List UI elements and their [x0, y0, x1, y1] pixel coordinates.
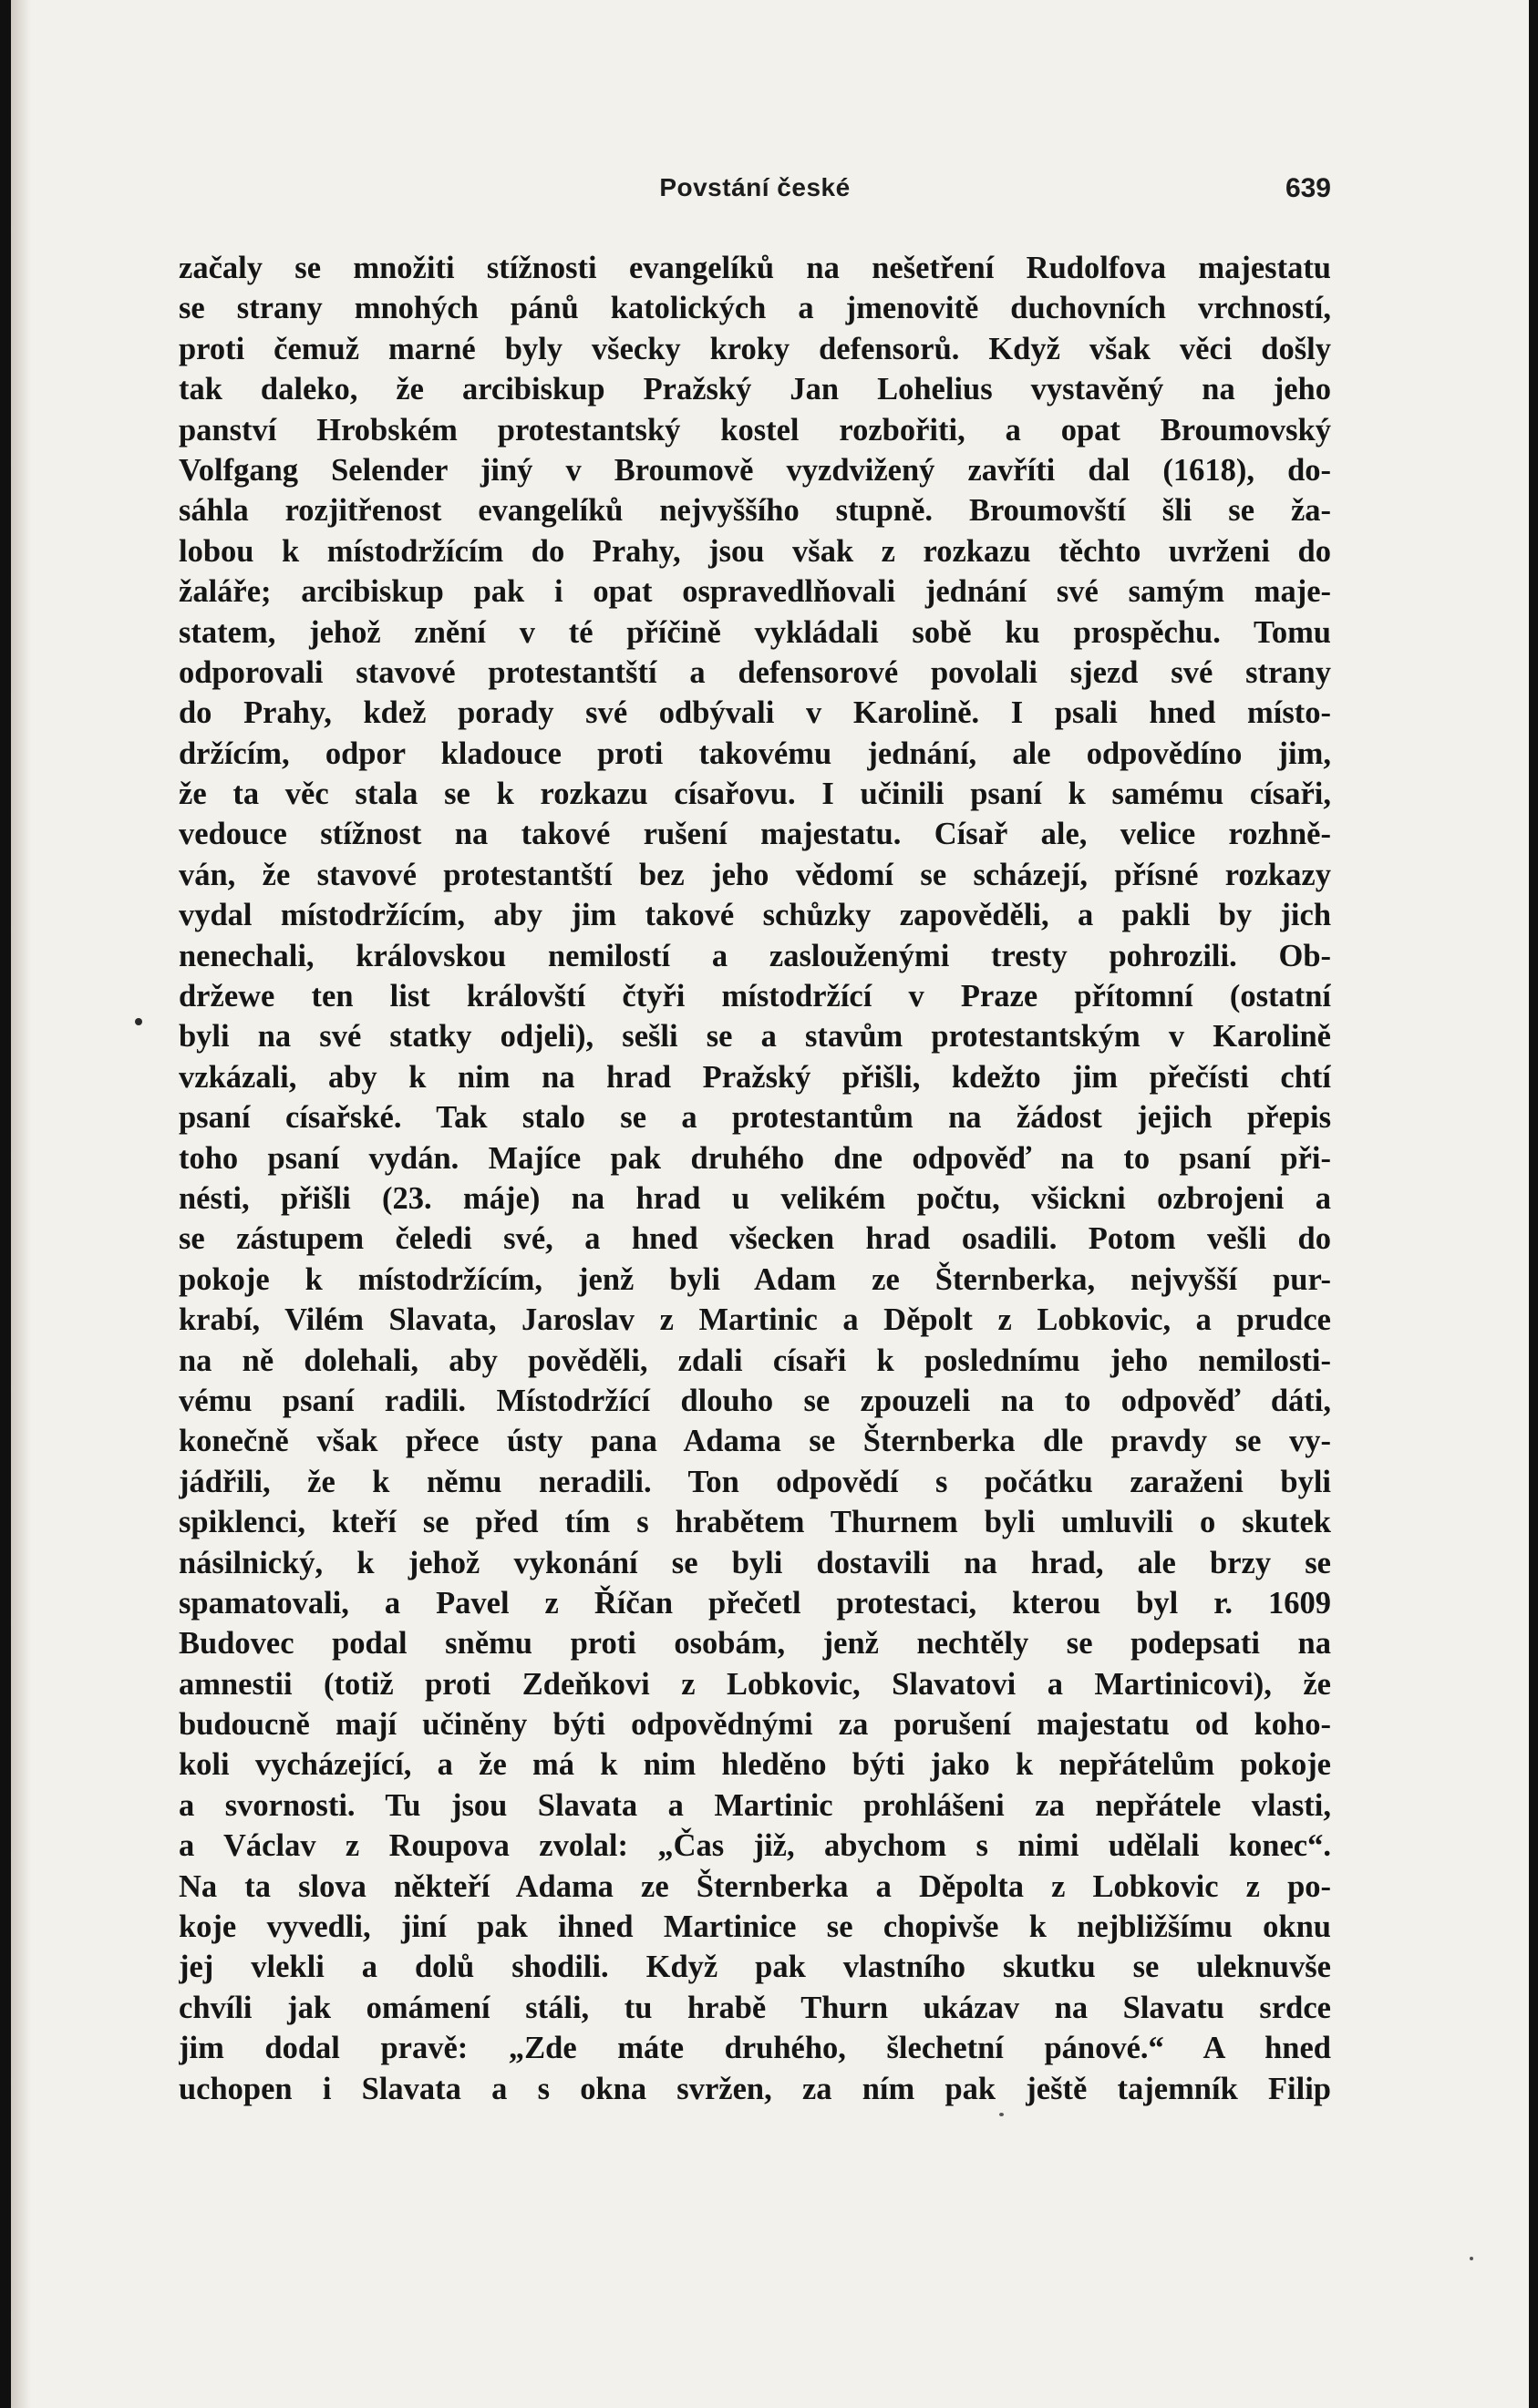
text-line: nenechali, královskou nemilostí a zaslouženými tresty pohrozili. Ob-: [179, 938, 1331, 973]
text-line: spamatovali, a Pavel z Říčan přečetl protestaci, kterou byl r. 1609: [179, 1585, 1331, 1621]
text-line: do Prahy, kdež porady své odbývali v Karolině. I psali hned místo-: [179, 695, 1331, 731]
text-line: Na ta slova někteří Adama ze Šternberka a Děpolta z Lobkovic z po-: [179, 1868, 1331, 1904]
text-line: vému psaní radili. Místodržící dlouho se zpouzeli na to odpověď dáti,: [179, 1383, 1331, 1418]
text-line: budoucně mají učiněny býti odpovědnými za porušení majestatu od koho-: [179, 1707, 1331, 1743]
text-line: uchopen i Slavata a s okna svržen, za ním pak ještě tajemník Filip: [179, 2071, 1331, 2106]
text-line: krabí, Vilém Slavata, Jaroslav z Martinic a Děpolt z Lobkovic, a prudce: [179, 1302, 1331, 1338]
body-text: [179, 248, 1331, 2109]
text-line: byli na své statky odjeli), sešli se a stavům protestantským v Karolině: [179, 1019, 1331, 1055]
text-line: a Václav z Roupova zvolal: „Čas již, abychom s nimi udělali konec“.: [179, 1828, 1331, 1864]
text-line: panství Hrobském protestantský kostel rozbořiti, a opat Broumovský: [179, 412, 1331, 448]
text-line: amnestii (totiž proti Zdeňkovi z Lobkovic, Slavatovi a Martinicovi), že: [179, 1666, 1331, 1702]
text-line: odporovali stavové protestantští a defensorové povolali sjezd své strany: [179, 654, 1331, 690]
text-line: jej vlekli a dolů shodili. Když pak vlastního skutku se uleknuvše: [179, 1950, 1331, 1985]
text-line: lobou k místodržícím do Prahy, jsou však z rozkazu těchto uvrženi do: [179, 533, 1331, 569]
page-number: 639: [1285, 173, 1331, 203]
page-header: [179, 173, 1331, 213]
paper-speck: [1470, 2257, 1473, 2260]
text-line: že ta věc stala se k rozkazu císařovu. I učinili psaní k samému císaři,: [179, 777, 1331, 812]
text-line: Volfgang Selender jiný v Broumově vyzdvižený zavříti dal (1618), do-: [179, 452, 1331, 488]
text-line: Budovec podal sněmu proti osobám, jenž nechtěly se podepsati na: [179, 1626, 1331, 1662]
text-line: jim dodal pravě: „Zde máte druhého, šlechetní pánové.“ A hned: [179, 2031, 1331, 2066]
text-line: začaly se množiti stížnosti evangelíků na nešetření Rudolfova majestatu: [179, 251, 1331, 285]
text-line: držewe ten list královští čtyři místodržící v Praze přítomní (ostatní: [179, 979, 1331, 1014]
text-line: se strany mnohých pánů katolických a jmenovitě duchovních vrchností,: [179, 291, 1331, 326]
text-line: toho psaní vydán. Majíce pak druhého dne odpověď na to psaní při-: [179, 1140, 1331, 1176]
text-line: tak daleko, že arcibiskup Pražský Jan Lohelius vystavěný na jeho: [179, 372, 1331, 407]
text-line: proti čemuž marné byly všecky kroky defensorů. Když však věci došly: [179, 331, 1331, 366]
text-line: vedouce stížnost na takové rušení majestatu. Císař ale, velice rozhně-: [179, 817, 1331, 852]
text-line: spiklenci, kteří se před tím s hrabětem Thurnem byli umluvili o skutek: [179, 1505, 1331, 1540]
text-line: násilnický, k jehož vykonání se byli dostavili na hrad, ale brzy se: [179, 1545, 1331, 1580]
text-line: držícím, odpor kladouce proti takovému jednání, ale odpovědíno jim,: [179, 736, 1331, 771]
text-line: chvíli jak omámení stáli, tu hrabě Thurn ukázav na Slavatu srdce: [179, 1990, 1331, 2025]
text-line: jádřili, že k němu neradili. Ton odpovědí s počátku zaraženi byli: [179, 1464, 1331, 1499]
text-line: psaní císařské. Tak stalo se a protestantům na žádost jejich přepis: [179, 1100, 1331, 1136]
text-line: a svornosti. Tu jsou Slavata a Martinic prohlášeni za nepřátele vlasti,: [179, 1787, 1331, 1823]
text-line: žaláře; arcibiskup pak i opat ospravedlňovali jednání své samým maje-: [179, 574, 1331, 610]
text-line: nésti, přišli (23. máje) na hrad u velikém počtu, všickni ozbrojeni a: [179, 1180, 1331, 1216]
text-line: statem, jehož znění v té příčině vykládali sobě ku prospěchu. Tomu: [179, 614, 1331, 650]
text-line: vzkázali, aby k nim na hrad Pražský přišli, kdežto jim přečísti chtí: [179, 1059, 1331, 1095]
text-line: pokoje k místodržícím, jenž byli Adam ze Šternberka, nejvyšší pur-: [179, 1261, 1331, 1297]
text-line: na ně dolehali, aby pověděli, zdali císaři k poslednímu jeho nemilosti-: [179, 1343, 1331, 1378]
text-line: koje vyvedli, jiní pak ihned Martinice se chopivše k nejbližšímu oknu: [179, 1909, 1331, 1945]
text-line: vydal místodržícím, aby jim takové schůzky zapověděli, a pakli by jich: [179, 898, 1331, 933]
running-head: Povstání české: [659, 173, 851, 201]
text-line: koli vycházející, a že má k nim hleděno býti jako k nepřátelům pokoje: [179, 1747, 1331, 1783]
page-gutter-shadow: [11, 0, 31, 2408]
margin-dot: [135, 1018, 142, 1025]
text-line: se zástupem čeledi své, a hned všecken hrad osadili. Potom vešli do: [179, 1221, 1331, 1257]
text-line: sáhla rozjitřenost evangelíků nejvyššího stupně. Broumovští šli se ža-: [179, 493, 1331, 529]
text-line: ván, že stavové protestantští bez jeho vědomí se scházejí, přísné rozkazy: [179, 857, 1331, 892]
text-line: konečně však přece ústy pana Adama se Šternberka dle pravdy se vy-: [179, 1424, 1331, 1459]
paper-speck: [999, 2113, 1004, 2116]
